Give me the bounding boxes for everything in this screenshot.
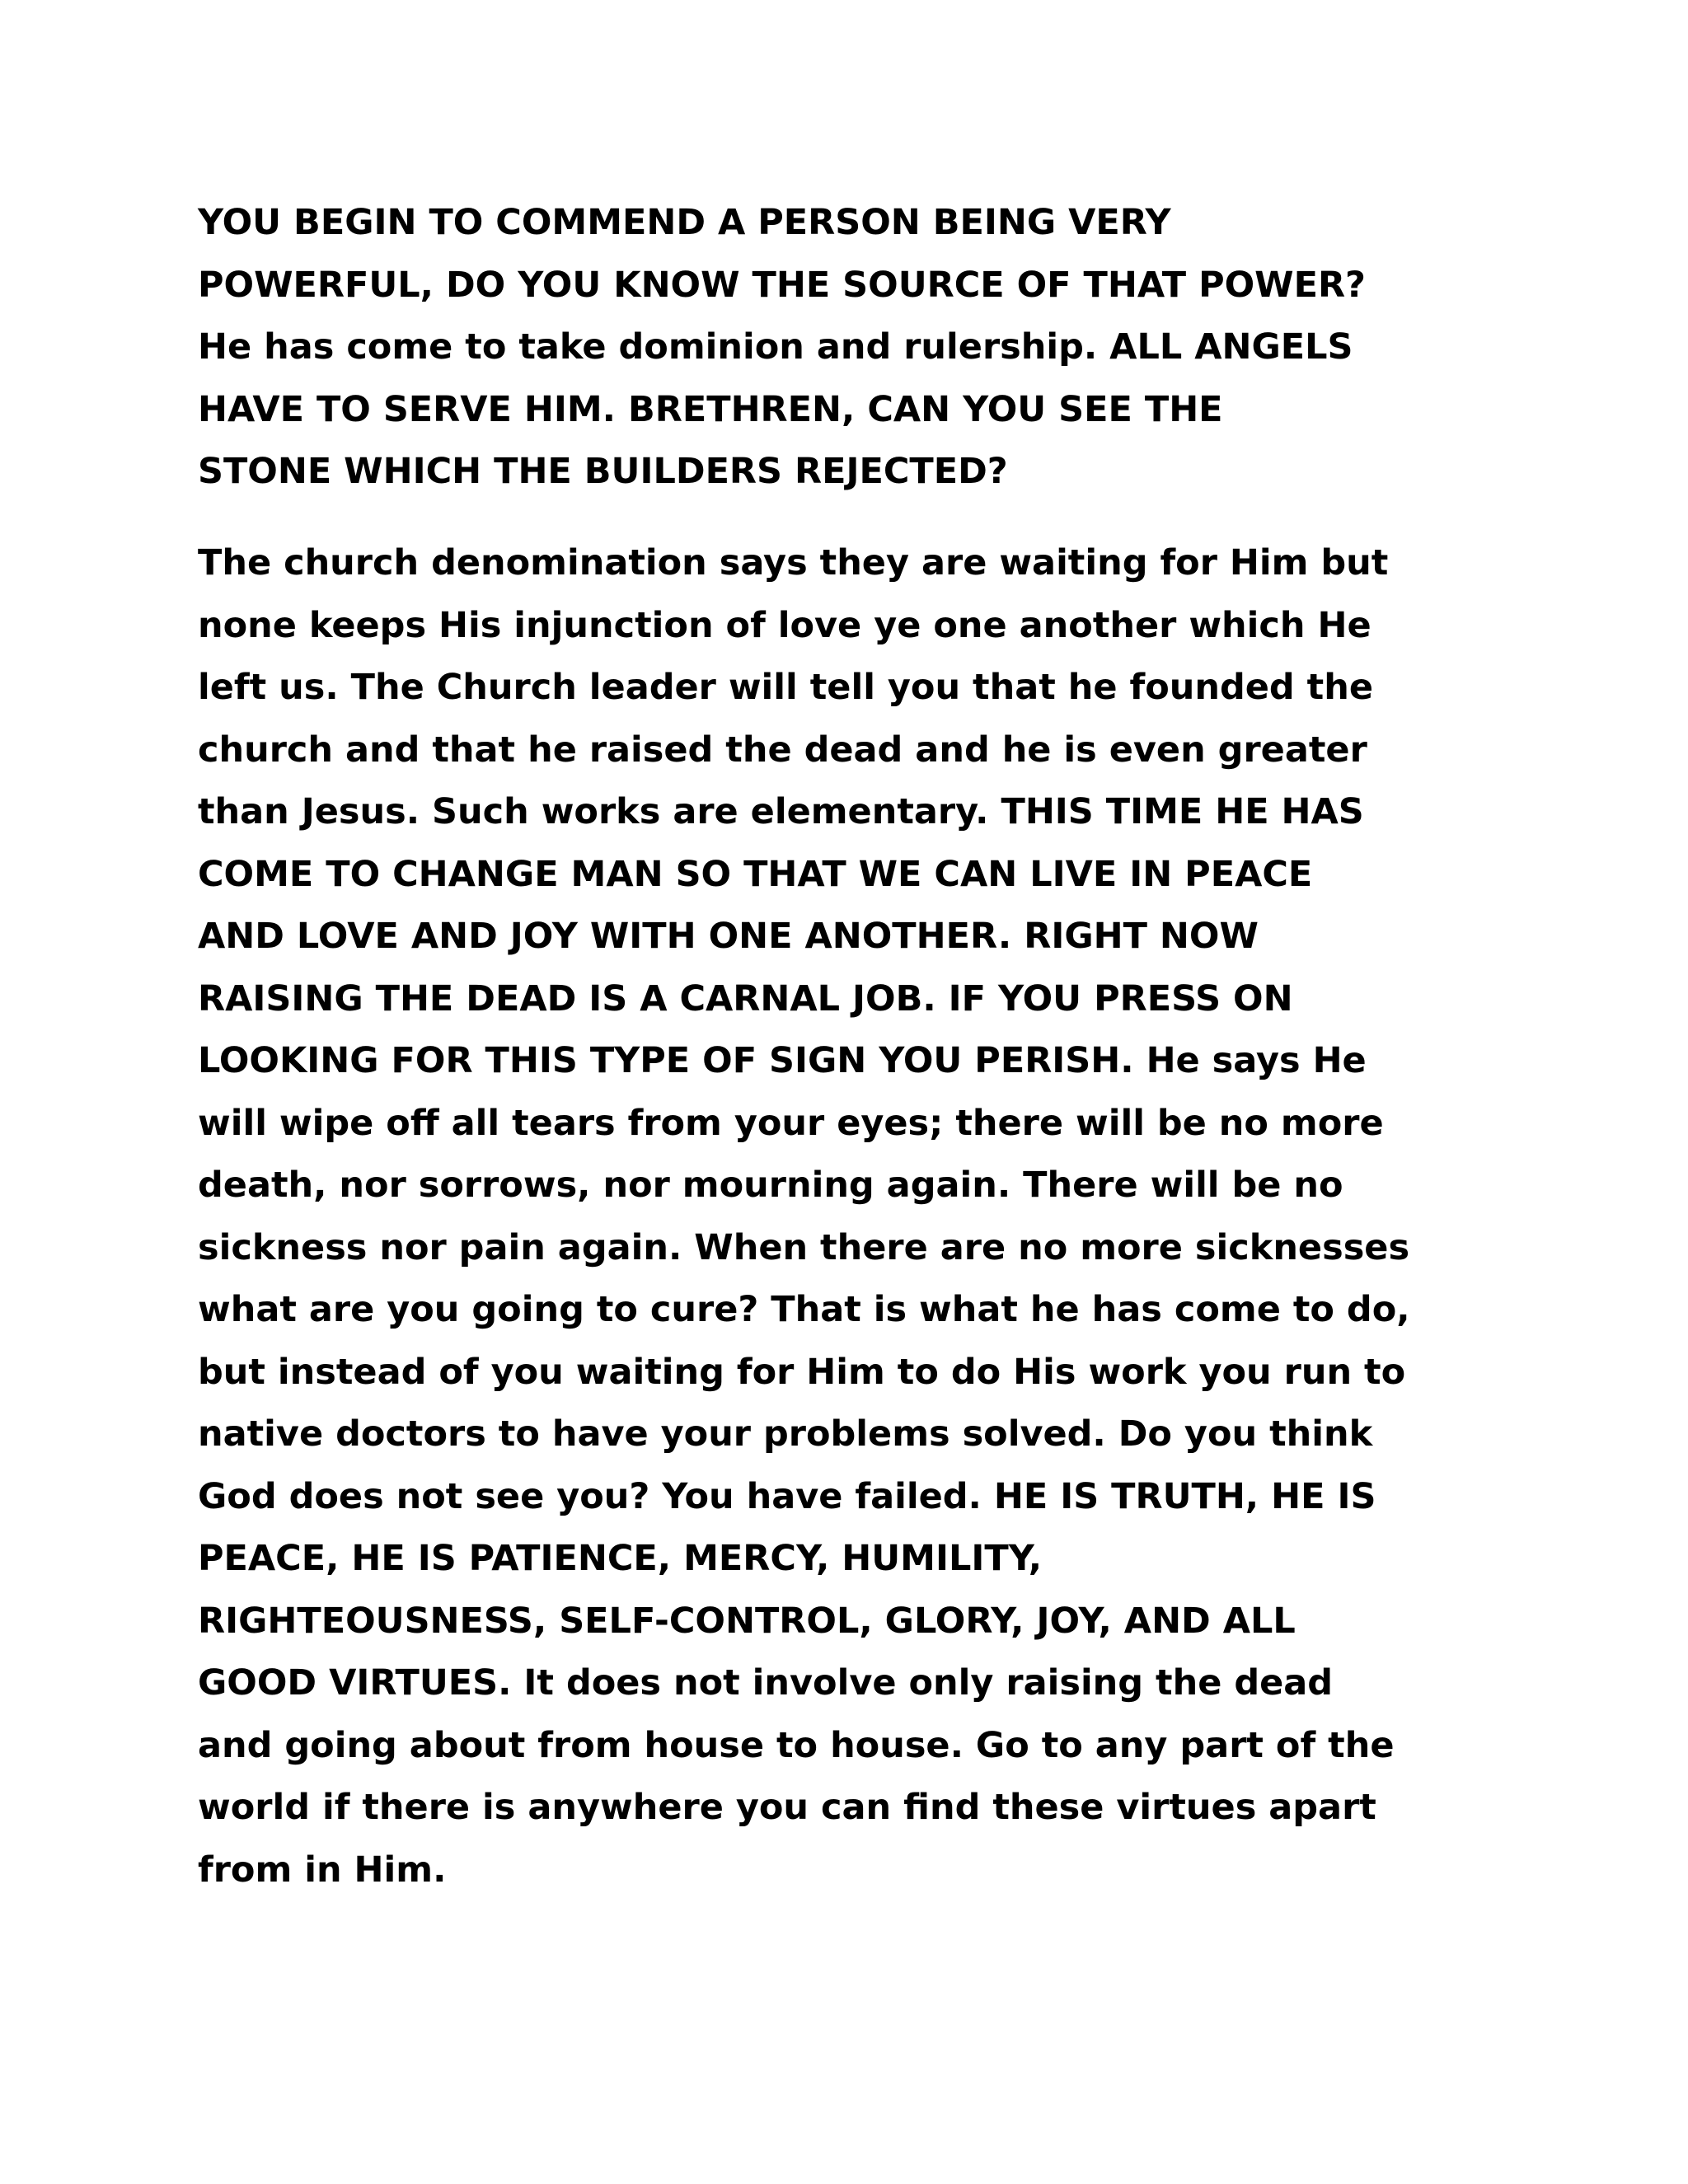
text-line: PEACE, HE IS PATIENCE, MERCY, HUMILITY, [198, 1538, 1043, 1579]
text-line: death, nor sorrows, nor mourning again. There will be no [198, 1165, 1343, 1206]
text-line: COME TO CHANGE MAN SO THAT WE CAN LIVE IN PEACE [198, 853, 1313, 895]
text-line: LOOKING FOR THIS TYPE OF SIGN YOU PERISH. He says He [198, 1040, 1367, 1081]
text-line: from in Him. [198, 1849, 447, 1891]
text-line: will wipe off all tears from your eyes; there will be no more [198, 1102, 1384, 1144]
text-line: native doctors to have your problems solved. Do you think [198, 1413, 1373, 1455]
text-line: left us. The Church leader will tell you that he founded the [198, 667, 1374, 708]
paragraph-2 [198, 532, 1517, 1901]
text-line: world if there is anywhere you can find these virtues apart [198, 1787, 1376, 1828]
text-line: RAISING THE DEAD IS A CARNAL JOB. IF YOU PRESS ON [198, 977, 1293, 1019]
text-line: POWERFUL, DO YOU KNOW THE SOURCE OF THAT POWER? [198, 264, 1367, 306]
text-line: AND LOVE AND JOY WITH ONE ANOTHER. RIGHT NOW [198, 916, 1259, 957]
text-line: but instead of you waiting for Him to do His work you run to [198, 1351, 1406, 1393]
text-line: than Jesus. Such works are elementary. THIS TIME HE HAS [198, 791, 1364, 832]
text-line: church and that he raised the dead and he is even greater [198, 729, 1367, 771]
text-line: GOOD VIRTUES. It does not involve only raising the dead [198, 1662, 1334, 1704]
text-line: STONE WHICH THE BUILDERS REJECTED? [198, 451, 1008, 492]
paragraph-1 [198, 192, 1517, 504]
text-line: He has come to take dominion and rulership. ALL ANGELS [198, 326, 1353, 368]
text-line: and going about from house to house. Go to any part of the [198, 1724, 1395, 1766]
text-line: HAVE TO SERVE HIM. BRETHREN, CAN YOU SEE THE [198, 388, 1223, 430]
text-line: RIGHTEOUSNESS, SELF-CONTROL, GLORY, JOY, AND ALL [198, 1600, 1296, 1642]
text-line: YOU BEGIN TO COMMEND A PERSON BEING VERY [198, 202, 1171, 243]
text-line: sickness nor pain again. When there are no more sicknesses [198, 1226, 1410, 1268]
text-line: none keeps His injunction of love ye one another which He [198, 604, 1372, 646]
text-line: The church denomination says they are waiting for Him but [198, 542, 1389, 583]
text-line: what are you going to cure? That is what he has come to do, [198, 1289, 1410, 1330]
text-line: God does not see you? You have failed. HE IS TRUTH, HE IS [198, 1475, 1376, 1517]
